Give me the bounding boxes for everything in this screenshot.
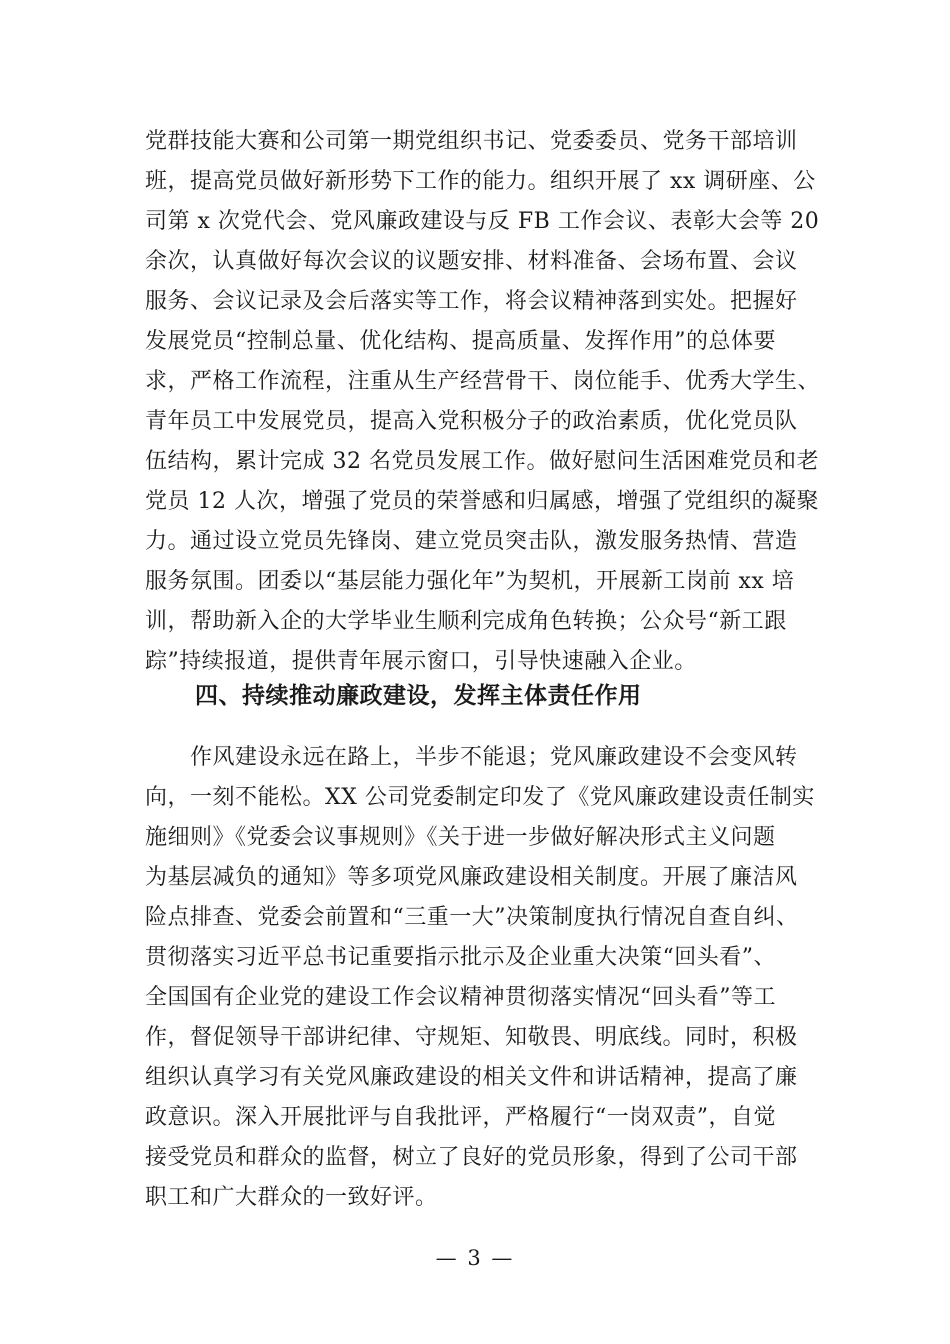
paragraph-line: 险点排查、党委会前置和“三重一大”决策制度执行情况自查自纠、 (145, 905, 799, 930)
paragraph-line: 训，帮助新入企的大学毕业生顺利完成角色转换；公众号“新工跟 (145, 609, 787, 634)
paragraph-line: 司第 x 次党代会、党风廉政建设与反 FB 工作会议、表彰大会等 20 (145, 209, 820, 234)
paragraph-line: 服务氛围。团委以“基层能力强化年”为契机，开展新工岗前 xx 培 (145, 569, 795, 594)
paragraph-line: 党员 12 人次，增强了党员的荣誉感和归属感，增强了党组织的凝聚 (145, 489, 819, 514)
paragraph-line: 组织认真学习有关党风廉政建设的相关文件和讲话精神，提高了廉 (145, 1065, 798, 1090)
page-number: — 3 — (435, 1246, 515, 1270)
paragraph-line: 向，一刻不能松。XX 公司党委制定印发了《党风廉政建设责任制实 (145, 785, 815, 810)
paragraph-line: 余次，认真做好每次会议的议题安排、材料准备、会场布置、会议 (145, 249, 798, 274)
paragraph-line: 服务、会议记录及会后落实等工作，将会议精神落到实处。把握好 (145, 289, 798, 314)
paragraph-line: 为基层减负的通知》等多项党风廉政建设相关制度。开展了廉洁风 (145, 865, 798, 890)
paragraph-line: 全国国有企业党的建设工作会议精神贯彻落实情况“回头看”等工 (145, 985, 776, 1010)
paragraph-line: 职工和广大群众的一致好评。 (145, 1185, 438, 1210)
paragraph-line: 伍结构，累计完成 32 名党员发展工作。做好慰问生活困难党员和老 (145, 449, 819, 474)
paragraph-line: 党群技能大赛和公司第一期党组织书记、党委委员、党务干部培训 (145, 129, 798, 154)
paragraph-line: 求，严格工作流程，注重从生产经营骨干、岗位能手、优秀大学生、 (145, 369, 821, 394)
paragraph-line: 接受党员和群众的监督，树立了良好的党员形象，得到了公司干部 (145, 1145, 798, 1170)
paragraph-line: 发展党员“控制总量、优化结构、提高质量、发挥作用”的总体要 (145, 329, 776, 354)
paragraph-line: 班，提高党员做好新形势下工作的能力。组织开展了 xx 调研座、公 (145, 169, 816, 194)
paragraph-line: 作风建设永远在路上，半步不能退；党风廉政建设不会变风转 (190, 745, 798, 770)
paragraph-line: 青年员工中发展党员，提高入党积极分子的政治素质，优化党员队 (145, 409, 798, 434)
paragraph-line: 作，督促领导干部讲纪律、守规矩、知敬畏、明底线。同时，积极 (145, 1025, 798, 1050)
paragraph-line: 力。通过设立党员先锋岗、建立党员突击队，激发服务热情、营造 (145, 529, 798, 554)
paragraph-line: 踪”持续报道，提供青年展示窗口，引导快速融入企业。 (145, 649, 697, 674)
paragraph-line: 贯彻落实习近平总书记重要指示批示及企业重大决策“回头看”、 (145, 945, 776, 970)
section-heading: 四、持续推动廉政建设，发挥主体责任作用 (195, 683, 642, 709)
paragraph-line: 政意识。深入开展批评与自我批评，严格履行“一岗双责”，自觉 (145, 1105, 776, 1130)
paragraph-line: 施细则》《党委会议事规则》《关于进一步做好解决形式主义问题 (145, 825, 776, 850)
